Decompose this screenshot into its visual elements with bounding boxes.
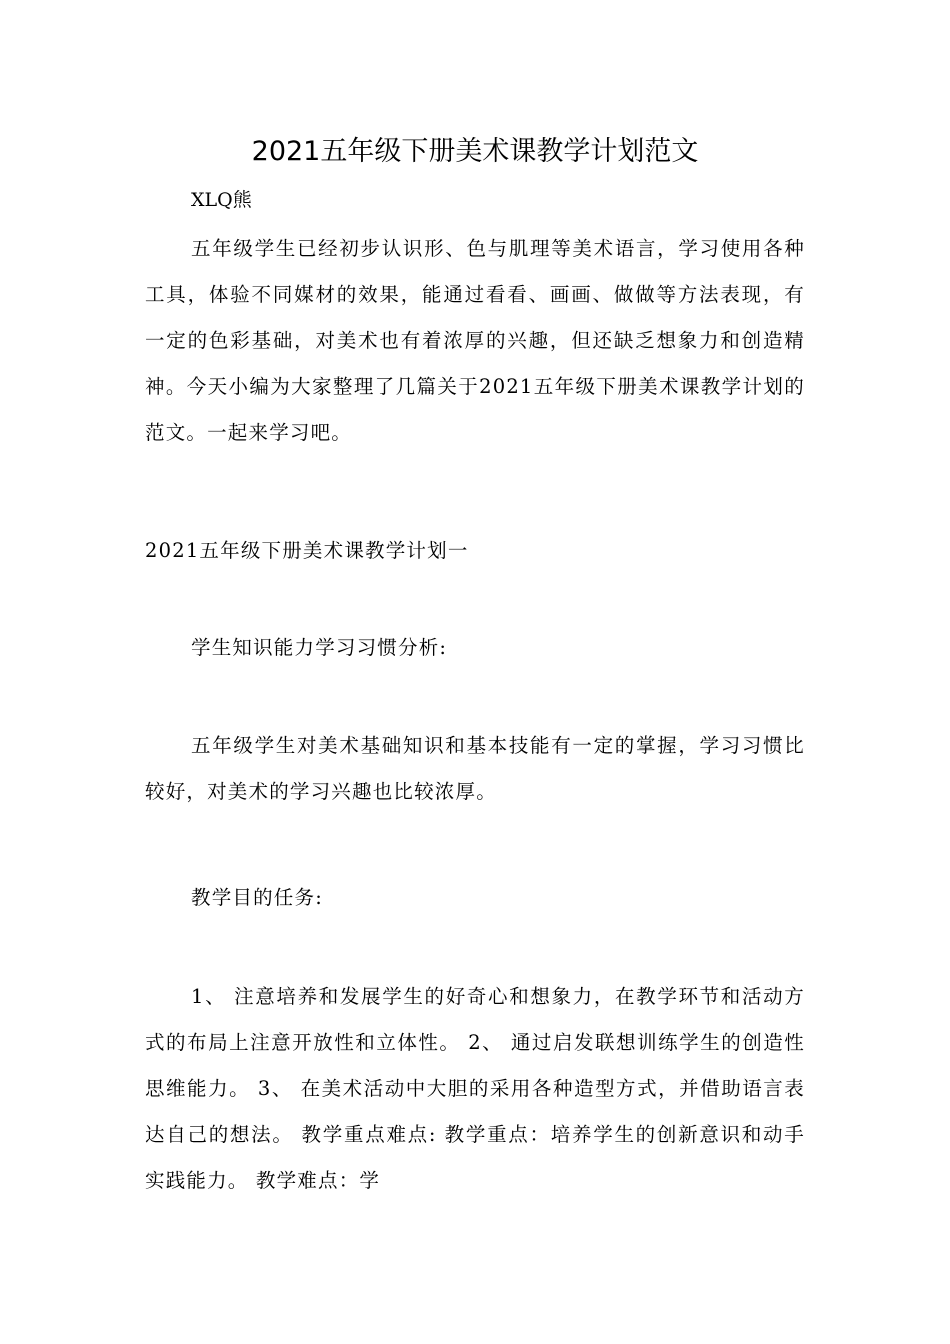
intro-paragraph: 五年级学生已经初步认识形、色与肌理等美术语言，学习使用各种工具，体验不同媒材的效果，能通过看看、画画、做做等方法表现，有一定的色彩基础，对美术也有着浓厚的兴趣，但还缺乏想象力和创造精神。今天小编为大家整理了几篇关于2021五年级下册美术课教学计划的范文。一起来学习吧。: [145, 237, 805, 444]
section-heading: 2021五年级下册美术课教学计划一: [145, 539, 469, 562]
author-line: XLQ熊: [191, 189, 252, 211]
student-analysis-paragraph: 五年级学生对美术基础知识和基本技能有一定的掌握，学习习惯比较好，对美术的学习兴趣也比较浓厚。: [145, 734, 805, 803]
teaching-goals-paragraph: 1、 注意培养和发展学生的好奇心和想象力，在教学环节和活动方式的布局上注意开放性和立体性。 2、 通过启发联想训练学生的创造性思维能力。 3、 在美术活动中大胆的采用各种造型方式，并借助语言表达自己的想法。 教学重点难点: 教学重点：培养学生的创新意识和动手实践能力。 教学难点：学: [145, 985, 805, 1192]
subheading-student-analysis: 学生知识能力学习习惯分析:: [191, 636, 448, 659]
subheading-teaching-goals: 教学目的任务:: [191, 886, 323, 909]
document-title: 2021五年级下册美术课教学计划范文: [251, 136, 699, 167]
